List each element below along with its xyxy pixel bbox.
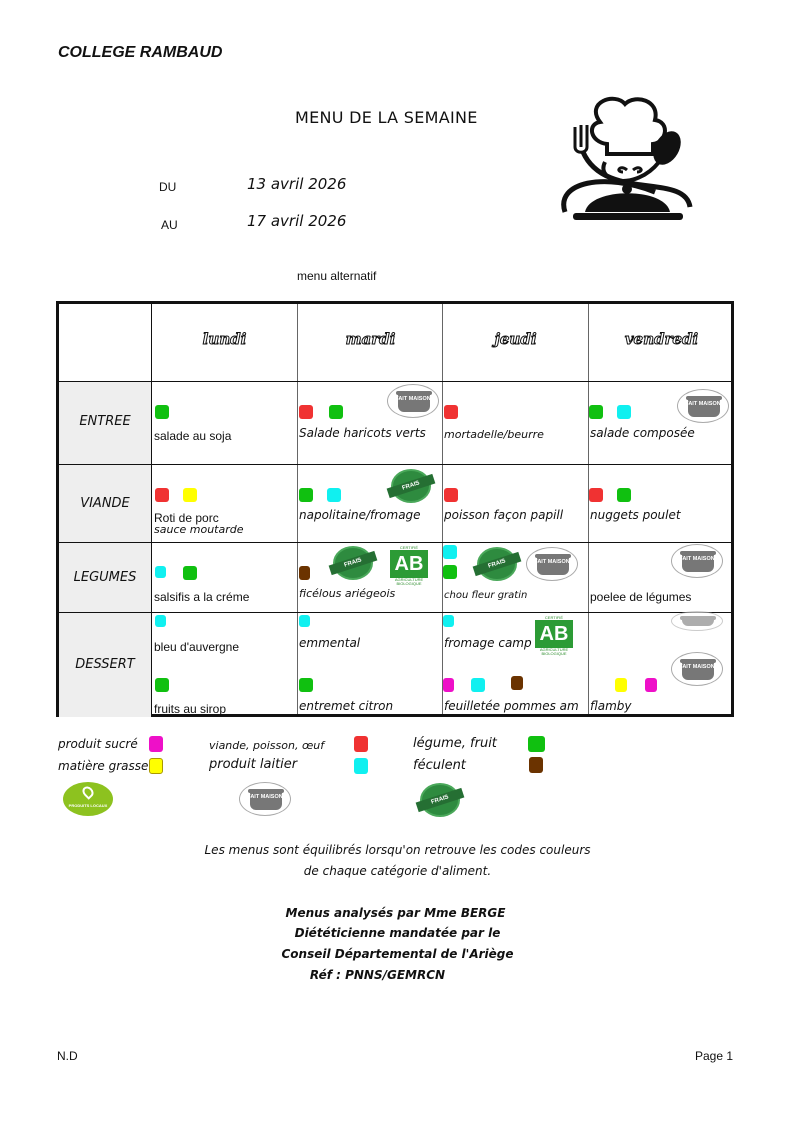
fait-maison-badge-icon: FAIT MAISON xyxy=(526,547,578,581)
produit-frais-badge-icon: FRAIS xyxy=(387,469,435,503)
date-from-label: DU xyxy=(159,180,177,194)
row-header-viande: VIANDE xyxy=(80,496,130,511)
legend-swatch-sucre xyxy=(149,736,163,752)
code-viande xyxy=(589,488,603,502)
legend-label-sucre: produit sucré xyxy=(58,737,138,751)
signature-line-3: Conseil Départemental de l'Ariège xyxy=(281,947,514,961)
dish-viande-mardi: napolitaine/fromage xyxy=(299,508,421,522)
code-viande xyxy=(299,405,313,419)
row-divider xyxy=(59,464,731,465)
balance-note-line-1: Les menus sont équilibrés lorsqu'on retrouve les codes couleurs xyxy=(204,843,591,857)
footer-initials: N.D xyxy=(57,1049,78,1063)
code-matiere-grasse xyxy=(615,678,627,692)
legend-label-viande: viande, poisson, œuf xyxy=(209,739,325,752)
row-header-entree: ENTREE xyxy=(79,414,131,429)
dish-viande-jeudi: poisson façon papill xyxy=(444,508,564,522)
produit-frais-badge-icon: FRAIS xyxy=(416,783,464,817)
agriculture-biologique-badge-icon: CERTIFIÉ AB AGRICULTURE BIOLOGIQUE xyxy=(535,615,573,655)
code-produit-sucre xyxy=(443,678,454,692)
code-feculent xyxy=(299,566,310,580)
code-legume-fruit xyxy=(329,405,343,419)
legend-swatch-grasse xyxy=(149,758,163,774)
code-produit-laitier xyxy=(155,615,166,627)
code-legume-fruit xyxy=(443,565,457,579)
row-divider xyxy=(59,381,731,382)
code-viande xyxy=(444,488,458,502)
fait-maison-badge-icon: FAIT MAISON xyxy=(671,544,723,578)
day-header-mardi: mardi xyxy=(345,330,396,348)
day-header-vendredi: vendredi xyxy=(624,330,699,348)
signature-line-4: Réf : PNNS/GEMRCN xyxy=(309,968,446,982)
dish-dessert-jeudi-2: feuilletée pommes am xyxy=(444,699,579,713)
date-to-label: AU xyxy=(161,218,178,232)
signature-line-2: Diététicienne mandatée par le xyxy=(294,926,501,940)
code-legume-fruit xyxy=(155,678,169,692)
legend-label-legume: légume, fruit xyxy=(413,736,497,751)
dish-legumes-lundi: salsifis a la créme xyxy=(154,590,250,604)
dish-entree-mardi: Salade haricots verts xyxy=(299,426,426,440)
dish-legumes-jeudi: chou fleur gratin xyxy=(444,590,528,601)
produit-frais-badge-icon: FRAIS xyxy=(329,546,377,580)
dish-entree-lundi: salade au soja xyxy=(154,429,232,443)
legend-label-grasse: matière grasse xyxy=(58,759,149,773)
legend-swatch-laitier xyxy=(354,758,368,774)
code-legume-fruit xyxy=(617,488,631,502)
dish-viande-lundi: Roti de porc xyxy=(154,511,219,525)
produit-frais-badge-icon: FRAIS xyxy=(473,547,521,581)
fait-maison-badge-icon xyxy=(671,611,723,631)
dish-entree-jeudi: mortadelle/beurre xyxy=(444,428,544,441)
agriculture-biologique-badge-icon: CERTIFIÉ AB AGRICULTURE BIOLOGIQUE xyxy=(390,545,428,585)
dish-dessert-lundi-1: bleu d'auvergne xyxy=(154,640,240,654)
code-legume-fruit xyxy=(299,488,313,502)
code-produit-laitier xyxy=(299,615,310,627)
date-from: 13 avril 2026 xyxy=(247,175,347,193)
code-produit-laitier xyxy=(155,566,166,578)
code-viande xyxy=(444,405,458,419)
code-feculent xyxy=(511,676,523,690)
code-legume-fruit xyxy=(183,566,197,580)
legend-label-laitier: produit laitier xyxy=(209,757,298,772)
dish-dessert-mardi-1: emmental xyxy=(299,636,361,650)
code-viande xyxy=(155,488,169,502)
row-divider xyxy=(59,542,731,543)
dish-legumes-vendredi: poelee de légumes xyxy=(590,590,692,604)
chef-logo-icon xyxy=(545,92,710,234)
column-divider xyxy=(151,304,152,714)
dish-dessert-lundi-2: fruits au sirop xyxy=(154,702,227,716)
fait-maison-badge-icon: FAIT MAISON xyxy=(239,782,291,816)
code-legume-fruit xyxy=(299,678,313,692)
page-title: MENU DE LA SEMAINE xyxy=(295,108,478,127)
code-produit-laitier xyxy=(443,545,457,559)
row-header-legumes: LEGUMES xyxy=(73,570,137,585)
code-produit-laitier xyxy=(471,678,485,692)
date-to: 17 avril 2026 xyxy=(247,212,347,230)
code-produit-laitier xyxy=(327,488,341,502)
code-produit-sucre xyxy=(645,678,657,692)
legend-swatch-feculent xyxy=(529,757,543,773)
fait-maison-badge-icon: FAIT MAISON xyxy=(671,652,723,686)
legend-label-feculent: féculent xyxy=(413,758,466,773)
day-header-jeudi: jeudi xyxy=(494,330,537,348)
column-divider xyxy=(588,304,589,714)
school-name: COLLEGE RAMBAUD xyxy=(58,44,223,61)
code-matiere-grasse xyxy=(183,488,197,502)
code-produit-laitier xyxy=(443,615,454,627)
code-produit-laitier xyxy=(617,405,631,419)
code-legume-fruit xyxy=(589,405,603,419)
legend-swatch-viande xyxy=(354,736,368,752)
legend-swatch-legume xyxy=(528,736,545,752)
row-header-dessert: DESSERT xyxy=(75,657,135,672)
menu-table xyxy=(56,301,734,717)
page-number: Page 1 xyxy=(695,1049,734,1063)
alternative-menu-label: menu alternatif xyxy=(297,269,377,283)
signature-line-1: Menus analysés par Mme BERGE xyxy=(285,906,506,920)
produits-locaux-badge-icon: PRODUITS LOCAUX xyxy=(63,782,113,816)
dish-entree-vendredi: salade composée xyxy=(590,426,695,440)
fait-maison-badge-icon: FAIT MAISON xyxy=(677,389,729,423)
balance-note-line-2: de chaque catégorie d'aliment. xyxy=(303,864,492,878)
dish-dessert-mardi-2: entremet citron xyxy=(299,699,394,713)
column-divider xyxy=(297,304,298,714)
code-legume-fruit xyxy=(155,405,169,419)
dish-viande-lundi-sauce: sauce moutarde xyxy=(154,523,244,536)
dish-legumes-mardi: ficélous ariégeois xyxy=(299,587,396,600)
column-divider xyxy=(442,304,443,714)
dish-dessert-vendredi: flamby xyxy=(590,699,632,713)
row-divider xyxy=(59,612,731,613)
day-header-lundi: lundi xyxy=(202,330,247,348)
dish-viande-vendredi: nuggets poulet xyxy=(590,508,681,522)
fait-maison-badge-icon: FAIT MAISON xyxy=(387,384,439,418)
dish-dessert-jeudi-1: fromage camp xyxy=(444,636,532,650)
